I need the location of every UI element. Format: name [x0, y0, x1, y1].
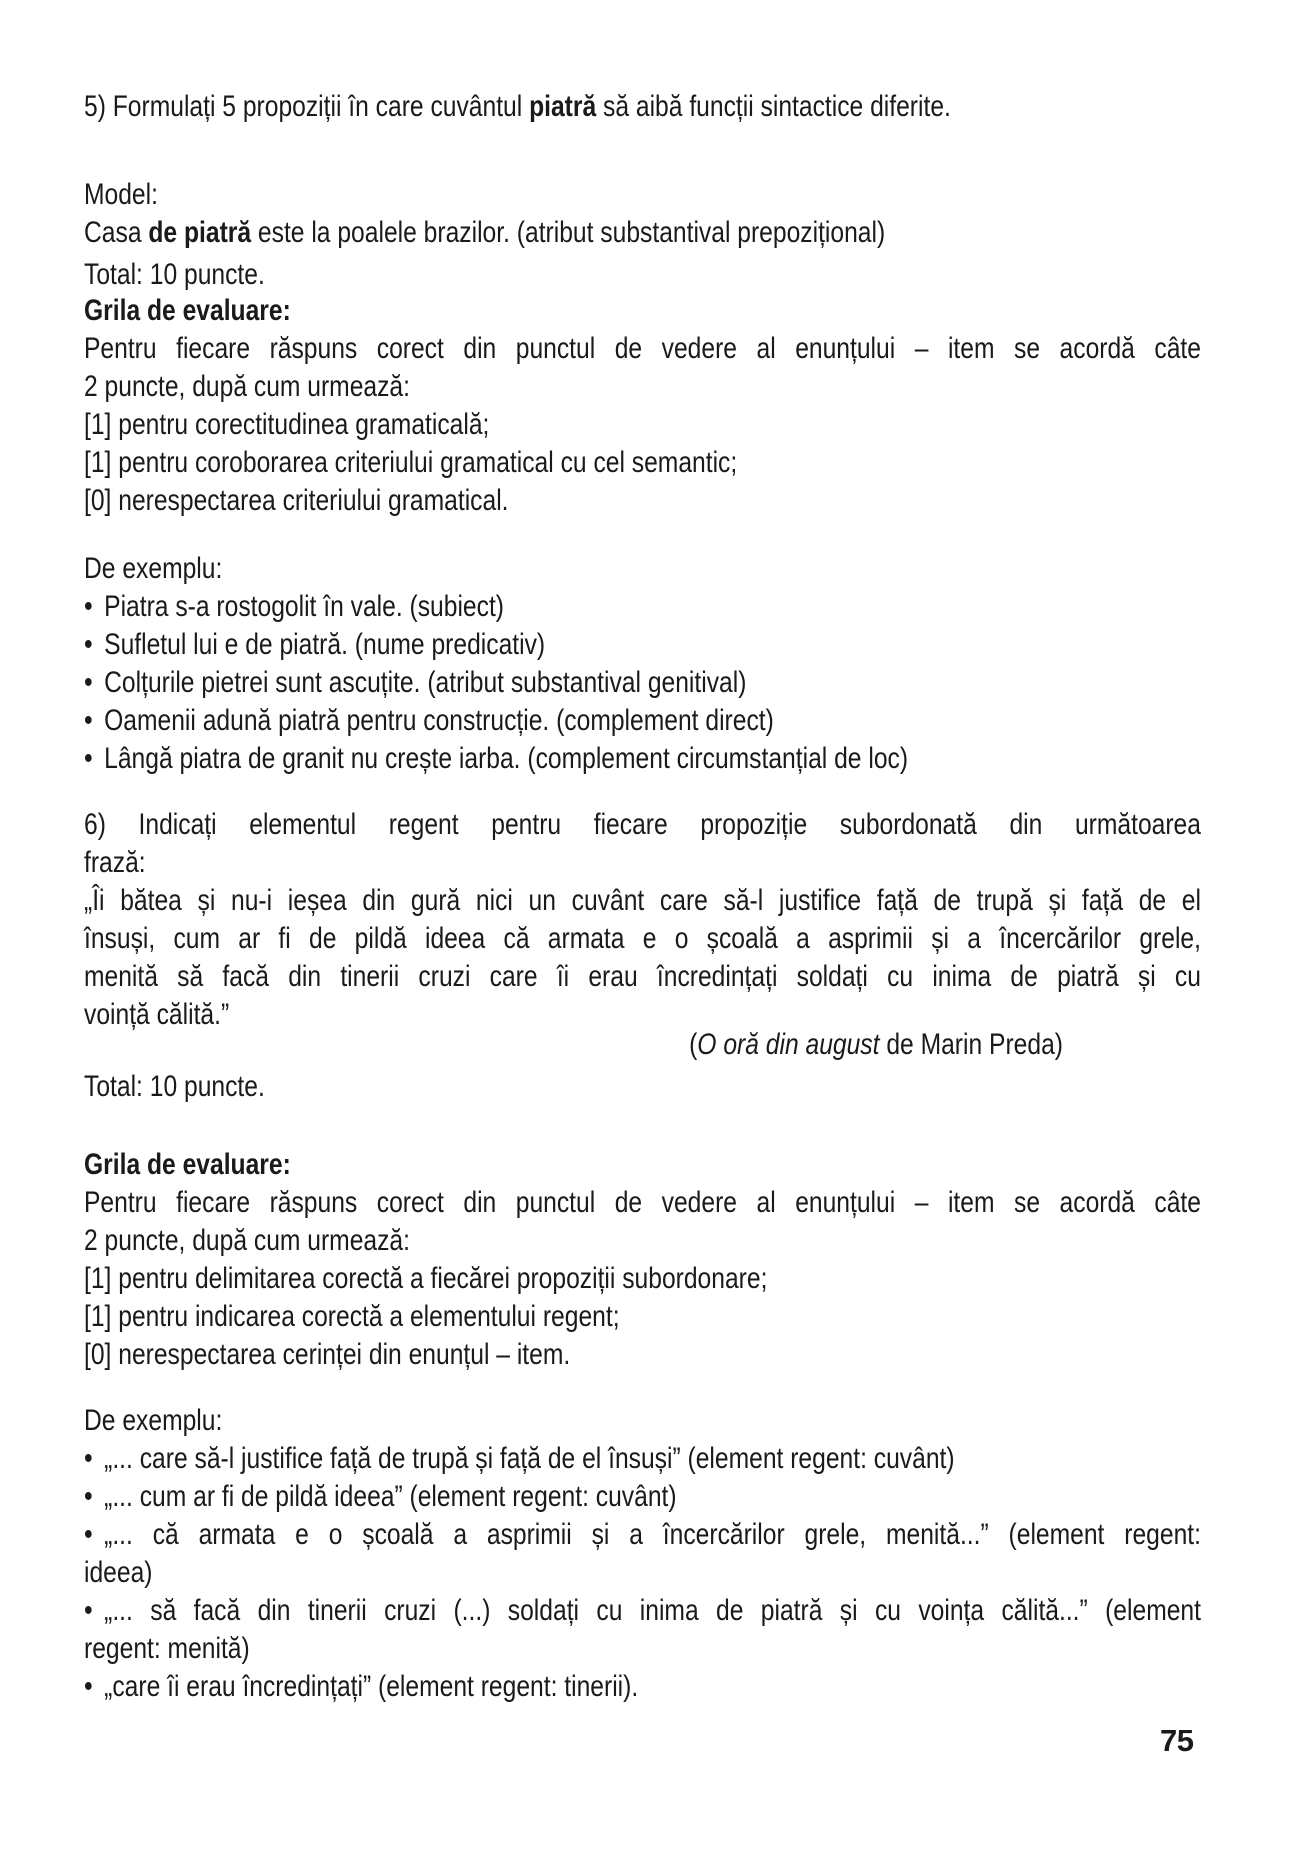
exercise6-prompt-line2: frază: [84, 846, 146, 879]
bullet-icon: • [84, 704, 93, 737]
bullet-icon: • [84, 1594, 93, 1627]
example-item-continuation: ideea) [84, 1556, 153, 1589]
example-text: Piatra s-a rostogolit în vale. (subiect) [104, 590, 505, 623]
example-text: Colțurile pietrei sunt ascuțite. (atribut substantival genitival) [104, 666, 747, 699]
model-sentence [84, 214, 1201, 252]
example-item-continuation: regent: menită) [84, 1632, 250, 1665]
example-item [84, 740, 1201, 778]
example-item [84, 1592, 1201, 1630]
example-text: Oamenii adună piatră pentru construcție. (complement direct) [104, 704, 774, 737]
rubric-criterion-5-3: [0] nerespectarea criteriului gramatical. [84, 484, 509, 517]
quote-source [84, 1026, 1201, 1064]
quote-line2: însuși, cum ar fi de pildă ideea că armata e o școală a asprimii și a încercărilor grele, [84, 922, 1201, 955]
exercise5-prompt-pre: 5) Formulați 5 propoziții în care cuvântul [84, 90, 530, 123]
quote-source-pre: ( [689, 1028, 698, 1061]
rubric-text-6-line1: Pentru fiecare răspuns corect din punctul de vedere al enunțului – item se acordă câte [84, 1186, 1201, 1219]
example-item [84, 664, 1201, 702]
total-points-5: Total: 10 puncte. [84, 258, 265, 291]
example-item [84, 588, 1201, 626]
example-item [84, 626, 1201, 664]
examples-heading-5: De exemplu: [84, 552, 223, 585]
quote-source-title: O oră din august [697, 1028, 880, 1061]
page-number: 75 [1160, 1723, 1194, 1758]
example-text: „care îi erau încredințați” (element regent: tinerii). [104, 1670, 639, 1703]
rubric-text-5-line2: 2 puncte, după cum urmează: [84, 370, 410, 403]
model-sentence-pre: Casa [84, 216, 149, 249]
exercise5-prompt-bold-word: piatră [529, 90, 597, 123]
example-item [84, 1516, 1201, 1554]
rubric-criterion-5-2: [1] pentru coroborarea criteriului gramatical cu cel semantic; [84, 446, 738, 479]
example-text: Lângă piatra de granit nu crește iarba. (complement circumstanțial de loc) [104, 742, 909, 775]
quote-line3: menită să facă din tinerii cruzi care îi erau încredințați soldați cu inima de piatră și cu [84, 960, 1201, 993]
model-label: Model: [84, 178, 158, 211]
example-item [84, 1440, 1201, 1478]
rubric-criterion-6-1: [1] pentru delimitarea corectă a fiecărei propoziții subordonare; [84, 1262, 768, 1295]
bullet-icon: • [84, 590, 93, 623]
rubric-criterion-6-3: [0] nerespectarea cerinței din enunțul – item. [84, 1338, 571, 1371]
rubric-heading-6: Grila de evaluare: [84, 1148, 291, 1181]
bullet-icon: • [84, 1442, 93, 1475]
exercise6-prompt-line1: 6) Indicați elementul regent pentru fiecare propoziție subordonată din următoarea [84, 808, 1201, 841]
quote-line4: voință călită.” [84, 998, 230, 1031]
bullet-icon: • [84, 1480, 93, 1513]
exercise5-prompt-post: să aibă funcții sintactice diferite. [596, 90, 951, 123]
example-text: „... să facă din tinerii cruzi (...) soldați cu inima de piatră și cu voința călită...” (element [104, 1594, 1201, 1627]
example-text: Sufletul lui e de piatră. (nume predicativ) [104, 628, 546, 661]
rubric-text-6-line2: 2 puncte, după cum urmează: [84, 1224, 410, 1257]
model-sentence-bold-word: de piatră [148, 216, 252, 249]
rubric-criterion-6-2: [1] pentru indicarea corectă a elementului regent; [84, 1300, 620, 1333]
bullet-icon: • [84, 628, 93, 661]
example-item [84, 702, 1201, 740]
rubric-heading-5: Grila de evaluare: [84, 294, 291, 327]
page-content [84, 0, 1201, 1706]
bullet-icon: • [84, 1518, 93, 1551]
examples-heading-6: De exemplu: [84, 1404, 223, 1437]
example-text: „... cum ar fi de pildă ideea” (element regent: cuvânt) [104, 1480, 677, 1513]
bullet-icon: • [84, 742, 93, 775]
rubric-criterion-5-1: [1] pentru corectitudinea gramaticală; [84, 408, 490, 441]
example-text: „... că armata e o școală a asprimii și a încercărilor grele, menită...” (element regent: [104, 1518, 1201, 1551]
example-item [84, 1478, 1201, 1516]
rubric-text-5-line1: Pentru fiecare răspuns corect din punctul de vedere al enunțului – item se acordă câte [84, 332, 1201, 365]
bullet-icon: • [84, 666, 93, 699]
quote-source-post: de Marin Preda) [879, 1028, 1063, 1061]
quote-line1: „Îi bătea și nu-i ieșea din gură nici un cuvânt care să-l justifice față de trupă și față de el [84, 884, 1201, 917]
total-points-6: Total: 10 puncte. [84, 1070, 265, 1103]
bullet-icon: • [84, 1670, 93, 1703]
exercise5-prompt [84, 88, 1201, 126]
example-item [84, 1668, 1201, 1706]
example-text: „... care să-l justifice față de trupă și față de el însuși” (element regent: cuvânt) [104, 1442, 955, 1475]
model-sentence-post: este la poalele brazilor. (atribut substantival prepozițional) [251, 216, 886, 249]
